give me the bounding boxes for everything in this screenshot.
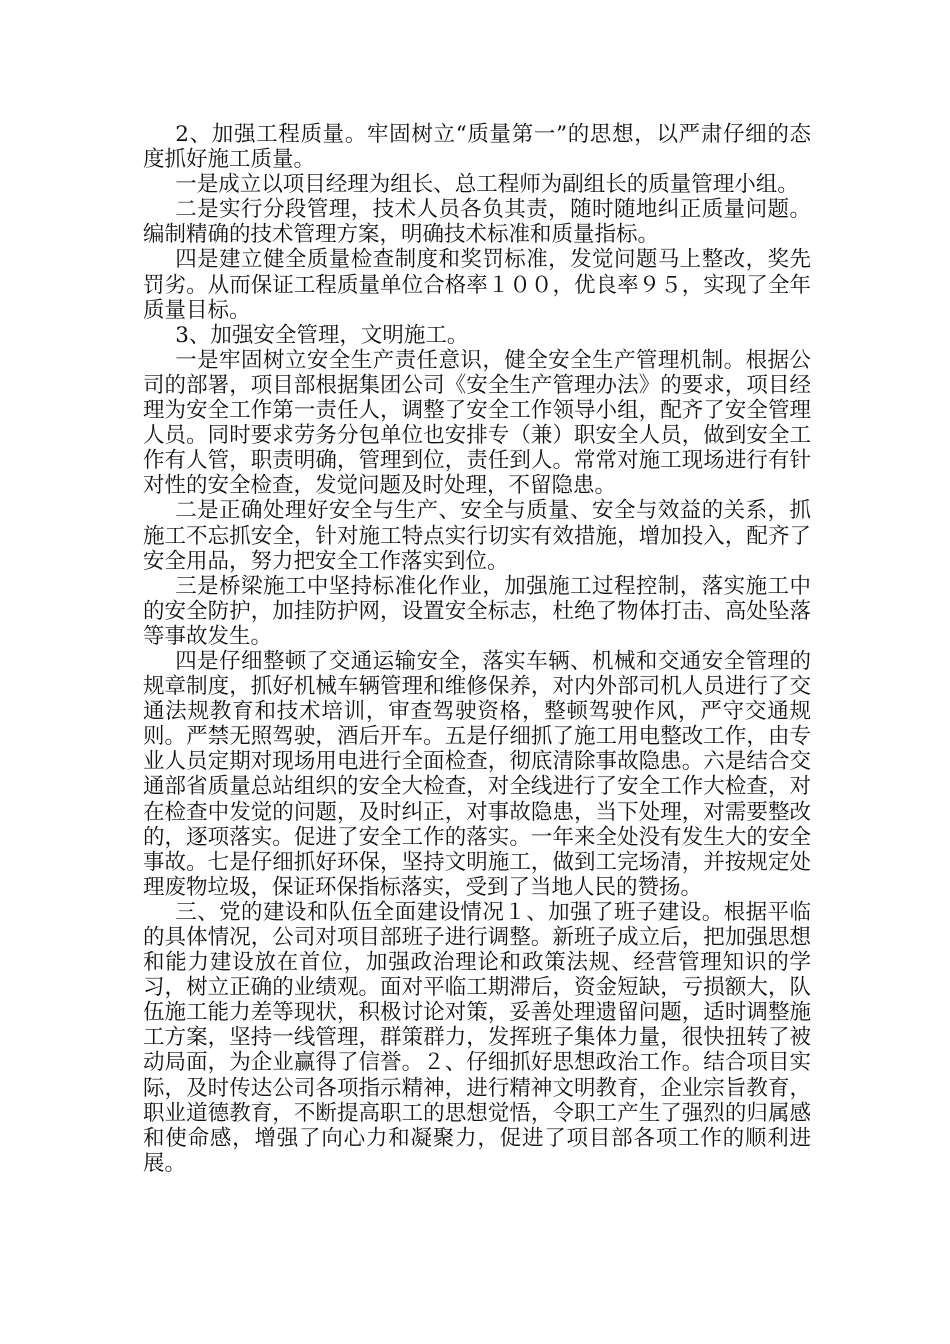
paragraph-segment-management: 二是实行分段管理，技术人员各负其责，随时随地纠正质量问题。编制精确的技术管理方案，明确技术标准和质量指标。 <box>143 197 811 248</box>
paragraph-safety-heading: 3、加强安全管理，文明施工。 <box>175 322 469 348</box>
paragraph-bridge-construction: 三是桥梁施工中坚持标准化作业，加强施工过程控制，落实施工中的安全防护，加挂防护网，设置安全标志，杜绝了物体打击、高处坠落等事故发生。 <box>143 573 811 649</box>
paragraph-party-building: 三、党的建设和队伍全面建设情况１、加强了班子建设。根据平临的具体情况，公司对项目部班子进行调整。新班子成立后，把加强思想和能力建设放在首位，加强政治理论和政策法规、经营管理知识的学习，树立正确的业绩观。面对平临工期滞后，资金短缺，亏损额大，队伍施工能力差等现状，积极讨论对策，妥善处理遗留问题，适时调整施工方案，坚持一线管理，群策群力，发挥班子集体力量，很快扭转了被动局面，为企业赢得了信誉。２、仔细抓好思想政治工作。结合项目实际，及时传达公司各项指示精神，进行精神文明教育，企业宗旨教育，职业道德教育，不断提高职工的思想觉悟，令职工产生了强烈的归属感和使命感，增强了向心力和凝聚力，促进了项目部各项工作的顺利进展。 <box>143 899 811 1176</box>
paragraph-quality-team: 一是成立以项目经理为组长、总工程师为副组长的质量管理小组。 <box>175 172 799 198</box>
document-page <box>143 122 811 1176</box>
paragraph-traffic-safety: 四是仔细整顿了交通运输安全，落实车辆、机械和交通安全管理的规章制度，抓好机械车辆管理和维修保养，对内外部司机人员进行了交通法规教育和技术培训，审查驾驶资格，整顿驾驶作风，严守交通规则。严禁无照驾驶，酒后开车。五是仔细抓了施工用电整改工作，由专业人员定期对现场用电进行全面检查，彻底清除事故隐患。六是结合交通部省质量总站组织的安全大检查，对全线进行了安全工作大检查，对在检查中发觉的问题，及时纠正，对事故隐患，当下处理，对需要整改的，逐项落实。促进了安全工作的落实。一年来全处没有发生大的安全事故。七是仔细抓好环保，坚持文明施工，做到工完场清，并按规定处理废物垃圾，保证环保指标落实，受到了当地人民的赞扬。 <box>143 648 811 900</box>
paragraph-quality-heading: 2、加强工程质量。牢固树立“质量第一”的思想，以严肃仔细的态度抓好施工质量。 <box>143 122 811 173</box>
paragraph-safety-responsibility: 一是牢固树立安全生产责任意识，健全安全生产管理机制。根据公司的部署，项目部根据集团公司《安全生产管理办法》的要求，项目经理为安全工作第一责任人，调整了安全工作领导小组，配齐了安全管理人员。同时要求劳务分包单位也安排专（兼）职安全人员，做到安全工作有人管，职责明确，管理到位，责任到人。常常对施工现场进行有针对性的安全检查，发觉问题及时处理，不留隐患。 <box>143 347 811 499</box>
paragraph-safety-production: 二是正确处理好安全与生产、安全与质量、安全与效益的关系，抓施工不忘抓安全，针对施工特点实行切实有效措施，增加投入，配齐了安全用品，努力把安全工作落实到位。 <box>143 498 811 574</box>
paragraph-quality-inspection: 四是建立健全质量检查制度和奖罚标准，发觉问题马上整改，奖先罚劣。从而保证工程质量单位合格率１００，优良率９５，实现了全年质量目标。 <box>143 247 811 323</box>
